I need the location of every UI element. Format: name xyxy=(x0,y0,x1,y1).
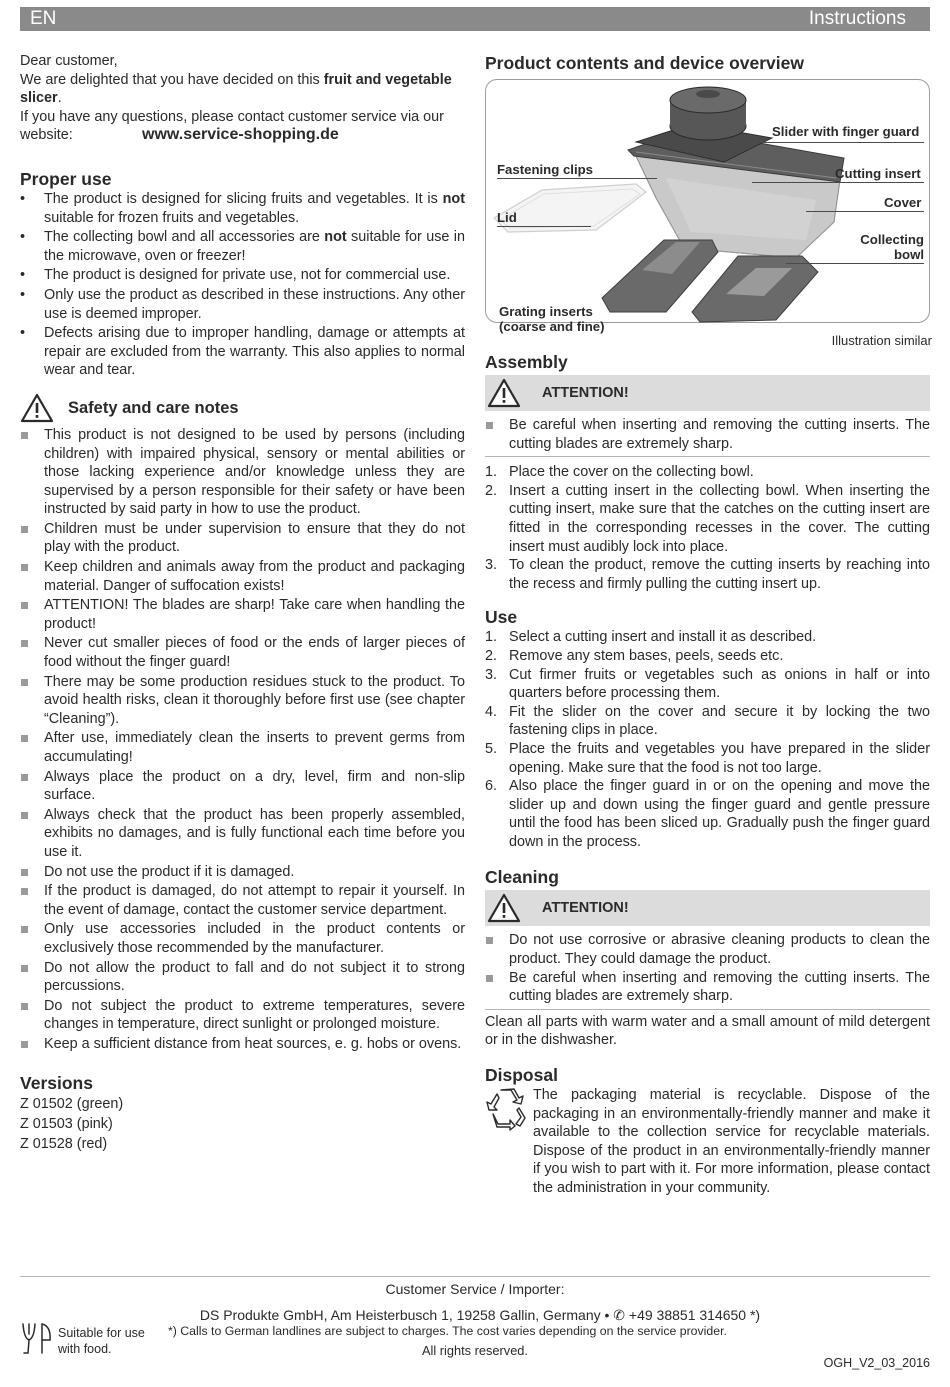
left-column xyxy=(20,52,465,1154)
food-safe-block xyxy=(20,1319,180,1359)
food-safe-line: with food. xyxy=(58,1342,112,1356)
footer-heading: Customer Service / Importer: xyxy=(385,1281,565,1297)
emphasis: not xyxy=(442,190,465,207)
square-bullet xyxy=(21,679,28,686)
list-item xyxy=(20,729,465,766)
step-item xyxy=(485,556,930,593)
step-item xyxy=(485,463,930,482)
item-text: Never cut smaller pieces of food or the ends of larger pieces of food without the finger guard! xyxy=(44,635,465,671)
item-text: There may be some production residues stuck to the product. To avoid health risks, clean it thoroughly before first use (see chapter “Cleaning”). xyxy=(44,673,465,727)
list-item xyxy=(485,931,930,968)
footer xyxy=(20,1276,930,1370)
phone-number: +49 38851 314650 *) xyxy=(628,1306,761,1323)
overview-heading: Product contents and device overview xyxy=(485,53,804,73)
recycle-icon xyxy=(485,1086,531,1128)
square-bullet xyxy=(21,869,28,876)
intro-text: We are delighted that you have decided on this xyxy=(20,71,324,88)
contact-text: If you have any questions, please contact customer service via our website: xyxy=(20,108,444,144)
phone-icon: ✆ xyxy=(613,1306,626,1323)
square-bullet xyxy=(486,975,493,982)
step-text: Also place the finger guard in or on the opening and move the slider up and down using the finger guard and gentle pressure until the food has been sliced up. Gradually push the finger guard down in the process. xyxy=(509,778,930,850)
attention-label: ATTENTION! xyxy=(542,385,629,401)
list-item xyxy=(20,863,465,882)
item-text: Always check that the product has been properly assembled, exhibits no damages, and is fully functional each time before you use it. xyxy=(44,806,465,860)
disposal-block xyxy=(485,1086,930,1198)
step-text: To clean the product, remove the cutting inserts by reaching into the recess and firmly pulling the cutting insert up. xyxy=(509,557,930,592)
step-number: 6. xyxy=(485,778,498,795)
item-text: This product is not designed to be used by persons (including children) with impaired physical, sensory or mental abilities or those lacking experience and/or knowledge unless they are supervised by a person responsible for their safety or have been instructed by said party in how to use the product. xyxy=(44,426,465,518)
website-link[interactable]: www.service-shopping.de xyxy=(142,126,339,144)
step-item xyxy=(485,628,930,647)
version-item: Z 01528 (red) xyxy=(20,1136,108,1153)
label-slider: Slider with finger guard xyxy=(772,124,920,139)
item-text: After use, immediately clean the inserts to prevent germs from accumulating! xyxy=(44,730,465,765)
step-item xyxy=(485,703,930,740)
leader-line xyxy=(806,211,924,212)
step-text: Remove any stem bases, peels, seeds etc. xyxy=(509,647,784,664)
step-number: 3. xyxy=(485,557,498,574)
language-code: EN xyxy=(30,8,57,29)
list-item xyxy=(20,673,465,729)
square-bullet xyxy=(21,526,28,533)
attention-label: ATTENTION! xyxy=(542,900,629,917)
figure-caption: Illustration similar xyxy=(831,333,932,348)
disposal-text: The packaging material is recyclable. Dispose of the packaging in an environmentally-friendly manner and make it available to the collection service for recyclable materials. Dispose of the product in an environmentally-friendly manner if you wish to part with it. For more information, please contact the administration in your community. xyxy=(533,1087,930,1196)
square-bullet xyxy=(21,735,28,742)
device-overview-figure xyxy=(485,79,930,334)
list-item xyxy=(20,324,465,380)
step-item xyxy=(485,666,930,703)
item-text: Do not allow the product to fall and do not subject it to strong percussions. xyxy=(44,959,465,995)
item-text: The product is designed for slicing fruits and vegetables. It is xyxy=(44,190,443,207)
step-item xyxy=(485,482,930,556)
divider xyxy=(485,1009,930,1010)
square-bullet xyxy=(486,937,493,944)
safety-heading: Safety and care notes xyxy=(68,398,239,417)
bullet: • xyxy=(20,286,26,303)
step-number: 2. xyxy=(485,647,498,664)
step-item xyxy=(485,740,930,777)
right-column xyxy=(485,52,930,1198)
attention-bar xyxy=(485,375,930,411)
attention-bar xyxy=(485,890,930,926)
cleaning-heading: Cleaning xyxy=(485,867,559,888)
disposal-heading: Disposal xyxy=(485,1065,558,1086)
square-bullet xyxy=(21,432,28,439)
item-text: Only use accessories included in the product contents or exclusively those recommended by the manufacturer. xyxy=(44,921,465,956)
square-bullet xyxy=(21,888,28,895)
proper-use-heading: Proper use xyxy=(20,168,112,189)
item-text: suitable for use in the microwave, oven or freezer! xyxy=(44,229,465,264)
list-item xyxy=(485,969,930,1006)
proper-use-list xyxy=(20,190,465,380)
bullet: • xyxy=(20,325,26,342)
warning-triangle-icon xyxy=(487,378,521,408)
step-text: Place the cover on the collecting bowl. xyxy=(509,464,754,481)
leader-line xyxy=(786,263,924,264)
divider xyxy=(485,456,930,457)
leader-line xyxy=(752,182,924,183)
versions-list xyxy=(20,1094,465,1155)
safety-heading-row xyxy=(20,391,465,425)
bullet: • xyxy=(20,267,26,284)
document-code: OGH_V2_03_2016 xyxy=(823,1356,930,1370)
version-item: Z 01503 (pink) xyxy=(20,1115,113,1132)
item-text: Defects arising due to improper handling, damage or attempts at repair are excluded from the warranty. This also applies to normal wear and tear. xyxy=(44,325,465,379)
step-number: 2. xyxy=(485,482,498,499)
item-text: The collecting bowl and all accessories are xyxy=(44,229,325,246)
item-text: suitable for frozen fruits and vegetables. xyxy=(44,209,300,226)
warning-triangle-icon xyxy=(487,893,521,923)
contact-paragraph xyxy=(20,108,465,145)
list-item xyxy=(20,266,465,285)
label-line: bowl xyxy=(893,247,924,262)
cleaning-warnings xyxy=(485,931,930,1005)
version-item: Z 01502 (green) xyxy=(20,1095,124,1112)
food-safe-line: Suitable for use xyxy=(58,1326,145,1340)
list-item xyxy=(20,920,465,957)
step-number: 1. xyxy=(485,629,498,646)
step-text: Select a cutting insert and install it as described. xyxy=(509,629,817,646)
label-cover: Cover xyxy=(884,195,922,210)
leader-line xyxy=(497,178,657,179)
list-item xyxy=(20,959,465,996)
list-item xyxy=(20,558,465,595)
list-item xyxy=(20,190,465,227)
square-bullet xyxy=(21,774,28,781)
food-safe-icon xyxy=(20,1320,54,1356)
address-text: DS Produkte GmbH, Am Heisterbusch 1, 19258 Gallin, Germany • xyxy=(199,1306,610,1323)
label-lid: Lid xyxy=(497,210,517,225)
item-text: Keep a sufficient distance from heat sources, e. g. hobs or ovens. xyxy=(44,1035,462,1052)
step-number: 1. xyxy=(485,464,498,481)
step-text: Place the fruits and vegetables you have prepared in the slider opening. Make sure that the food is not too large. xyxy=(509,740,930,776)
label-collecting-bowl xyxy=(786,232,924,262)
intro-paragraph xyxy=(20,71,465,108)
square-bullet xyxy=(21,812,28,819)
warning-triangle-icon xyxy=(20,393,54,423)
item-text: Do not use the product if it is damaged. xyxy=(44,863,295,880)
document-title: Instructions xyxy=(808,8,906,29)
use-steps xyxy=(485,628,930,851)
leader-line xyxy=(497,226,591,227)
square-bullet xyxy=(21,1041,28,1048)
square-bullet xyxy=(21,926,28,933)
list-item xyxy=(20,520,465,557)
footer-rights: All rights reserved. xyxy=(422,1343,528,1358)
step-text: Fit the slider on the cover and secure it by locking the two fastening clips in place. xyxy=(509,703,930,739)
list-item xyxy=(20,882,465,919)
food-safe-text xyxy=(58,1325,145,1357)
square-bullet xyxy=(21,564,28,571)
list-item xyxy=(20,634,465,671)
square-bullet xyxy=(21,602,28,609)
square-bullet xyxy=(21,965,28,972)
list-item xyxy=(20,426,465,519)
leader-line xyxy=(732,142,924,143)
label-line: (coarse and fine) xyxy=(499,319,605,334)
item-text: Only use the product as described in these instructions. Any other use is deemed improper. xyxy=(44,286,465,322)
slicer-illustration xyxy=(486,80,931,324)
label-line: Grating inserts xyxy=(499,304,593,319)
label-cutting-insert: Cutting insert xyxy=(835,166,921,181)
emphasis: not xyxy=(324,229,347,246)
bullet: • xyxy=(20,229,26,246)
square-bullet xyxy=(486,422,493,429)
list-item xyxy=(20,286,465,323)
list-item xyxy=(20,997,465,1034)
label-line: Collecting xyxy=(860,232,924,247)
step-text: Insert a cutting insert in the collecting bowl. When inserting the cutting insert, make sure that the catches on the cutting insert are fitted in the corresponding recesses in the cover. The cutting insert must audibly lock into place. xyxy=(509,482,930,555)
use-heading: Use xyxy=(485,607,518,628)
list-item xyxy=(20,228,465,265)
item-text: Do not use corrosive or abrasive cleaning products to clean the product. They could damage the product. xyxy=(509,932,930,968)
item-text: Keep children and animals away from the product and packaging material. Danger of suffocation exists! xyxy=(44,559,465,594)
list-item xyxy=(20,1035,465,1054)
step-text: Cut firmer fruits or vegetables such as onions in half or into quarters before processing them. xyxy=(509,666,930,702)
product-name: fruit and vegetable slicer xyxy=(20,71,452,107)
warning-item xyxy=(485,416,930,453)
assembly-heading: Assembly xyxy=(485,352,568,372)
intro-section xyxy=(20,52,465,145)
safety-list xyxy=(20,426,465,1054)
step-number: 4. xyxy=(485,703,498,720)
list-item xyxy=(20,768,465,805)
assembly-steps xyxy=(485,463,930,593)
step-item xyxy=(485,647,930,666)
list-item xyxy=(20,596,465,633)
square-bullet xyxy=(21,640,28,647)
item-text: Be careful when inserting and removing the cutting inserts. The cutting blades are extremely sharp. xyxy=(509,969,930,1005)
versions-heading: Versions xyxy=(20,1072,93,1093)
greeting: Dear customer, xyxy=(20,53,118,69)
item-text: If the product is damaged, do not attempt to repair it yourself. In the event of damage, contact the customer service department. xyxy=(44,883,465,918)
header-bar xyxy=(20,7,930,31)
bullet: • xyxy=(20,190,26,207)
list-item xyxy=(20,806,465,862)
item-text: ATTENTION! The blades are sharp! Take care when handling the product! xyxy=(44,597,465,632)
item-text: Do not subject the product to extreme temperatures, severe changes in temperature, direct sunlight or prolonged moisture. xyxy=(44,997,465,1033)
step-number: 3. xyxy=(485,666,498,683)
footer-note: *) Calls to German landlines are subject to charges. The cost varies depending on the service provider. xyxy=(168,1324,727,1338)
step-item xyxy=(485,777,930,851)
item-text: Always place the product on a dry, level, firm and non-slip surface. xyxy=(44,768,465,804)
label-fastening-clips: Fastening clips xyxy=(497,162,593,177)
item-text: Be careful when inserting and removing the cutting inserts. The cutting blades are extremely sharp. xyxy=(509,417,930,452)
cleaning-text: Clean all parts with warm water and a small amount of mild detergent or in the dishwasher. xyxy=(485,1013,930,1049)
label-grating-inserts xyxy=(499,304,605,334)
item-text: Children must be under supervision to ensure that they do not play with the product. xyxy=(44,520,465,556)
intro-text: . xyxy=(57,90,62,107)
square-bullet xyxy=(21,1003,28,1010)
step-number: 5. xyxy=(485,740,498,757)
item-text: The product is designed for private use, not for commercial use. xyxy=(44,267,451,284)
